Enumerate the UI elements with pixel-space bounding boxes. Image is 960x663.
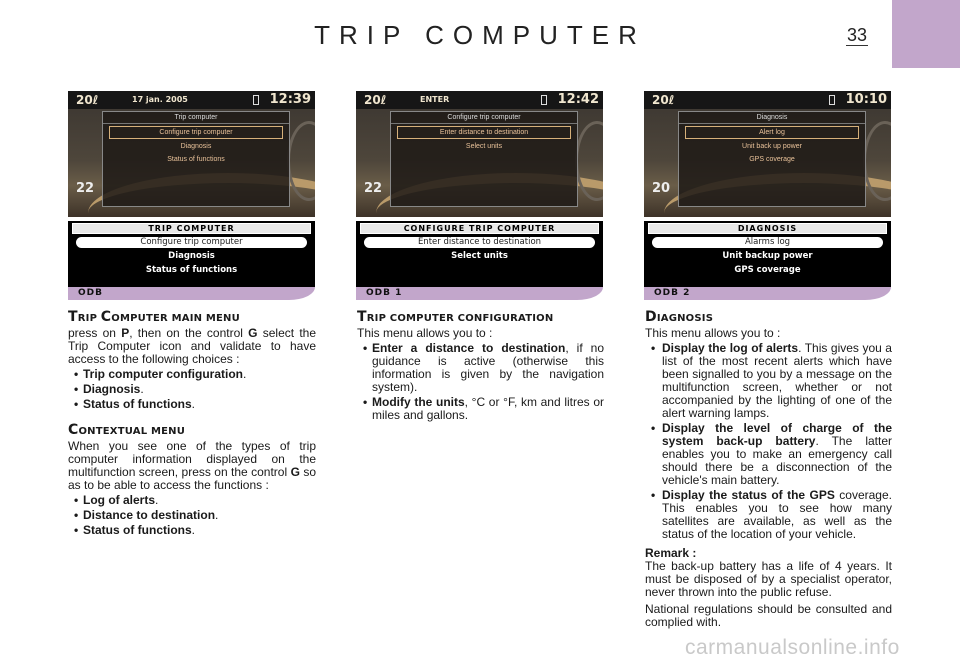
- side-number: 22: [76, 181, 95, 196]
- status-bar: [356, 91, 603, 109]
- column-configuration: [357, 311, 604, 424]
- screen-panel: [68, 91, 315, 300]
- diagnosis-intro: This menu allows you to :: [645, 326, 781, 340]
- screen-menu-item: GPS coverage: [734, 265, 801, 275]
- photo-menu: [102, 111, 290, 207]
- list-item: • Log of alerts.: [74, 494, 316, 507]
- screen-menu-item: Enter distance to destination: [364, 237, 595, 248]
- screen-photo: [68, 91, 315, 217]
- diagnosis-options: [651, 342, 892, 541]
- photo-menu-item: Configure trip computer: [109, 126, 283, 139]
- screen-menu-item: Select units: [451, 251, 508, 261]
- status-mid: ENTER: [420, 95, 450, 104]
- photo-menu: [678, 111, 866, 207]
- screen-menu-item: Status of functions: [145, 265, 238, 275]
- photo-menu-item: Enter distance to destination: [397, 126, 571, 139]
- photo-menu-item: Unit back up power: [742, 143, 802, 150]
- battery-icon: [541, 95, 547, 105]
- status-bar: [644, 91, 891, 109]
- heading-contextual-menu: CONTEXTUAL MENU: [68, 422, 186, 438]
- clock: 12:39: [269, 92, 311, 107]
- status-bar: [68, 91, 315, 109]
- screen-menu-item: Diagnosis: [168, 251, 215, 261]
- screen-menu-item: Alarms log: [652, 237, 883, 248]
- side-number: 22: [364, 181, 383, 196]
- screen-menu-item: Configure trip computer: [76, 237, 307, 248]
- screen-menu-item: Unit backup power: [722, 251, 813, 261]
- photo-menu-title: Configure trip computer: [391, 112, 577, 124]
- configuration-options: [363, 342, 604, 422]
- clock: 12:42: [557, 92, 599, 107]
- heading-configuration: TRIP COMPUTER CONFIGURATION: [357, 309, 554, 325]
- screen-photo: [356, 91, 603, 217]
- temperature: 20ℓ: [76, 93, 99, 107]
- odb-label: ODB 1: [366, 288, 403, 298]
- configuration-intro: This menu allows you to :: [357, 326, 493, 340]
- photo-menu-item: Select units: [465, 143, 503, 150]
- photo-menu-item: Alert log: [685, 126, 859, 139]
- odb-band: [644, 287, 891, 300]
- list-item: • Modify the units, °C or °F, km and litres or miles and gallons.: [363, 396, 604, 422]
- heading-main-menu: TRIP COMPUTER MAIN MENU: [68, 309, 240, 325]
- main-menu-choices: [74, 368, 316, 411]
- list-item: • Display the log of alerts. This gives you a list of the most recent alerts which have been signalled to you by a message on the multifunction screen, whether or not accompanied by the lighting of one of the alert warning lamps.: [651, 342, 892, 420]
- temperature: 20ℓ: [652, 93, 675, 107]
- screen-menu-title: CONFIGURE TRIP COMPUTER: [360, 223, 599, 234]
- list-item: • Status of functions.: [74, 524, 316, 537]
- photo-menu-title: Trip computer: [103, 112, 289, 124]
- remark-label: Remark :: [645, 546, 697, 560]
- photo-menu-item: GPS coverage: [749, 156, 795, 163]
- screen-menu: [356, 221, 603, 287]
- column-diagnosis: [645, 311, 892, 629]
- clock: 10:10: [845, 92, 887, 107]
- battery-icon: [253, 95, 259, 105]
- photo-menu-item: Status of functions: [167, 156, 225, 163]
- status-mid: 17 jan. 2005: [132, 95, 188, 104]
- odb-band: [356, 287, 603, 300]
- screen-panel: [356, 91, 603, 300]
- regulations-note: National regulations should be consulted and complied with.: [645, 602, 892, 629]
- screen-menu-title: DIAGNOSIS: [648, 223, 887, 234]
- temperature: 20ℓ: [364, 93, 387, 107]
- page-number: 33: [847, 25, 868, 45]
- photo-menu-item: Diagnosis: [180, 143, 212, 150]
- screen-panel: [644, 91, 891, 300]
- main-menu-intro: press on P, then on the control G select the Trip Computer icon and validate to have access to the following choices :: [68, 326, 317, 366]
- page-title: TRIP COMPUTER: [314, 20, 646, 50]
- photo-menu-title: Diagnosis: [679, 112, 865, 124]
- contextual-menu-intro: When you see one of the types of trip computer information displayed on the multifunction screen, press on the control G so as to be able to access the functions :: [68, 439, 316, 492]
- list-item: • Diagnosis.: [74, 383, 316, 396]
- odb-label: ODB 2: [654, 288, 691, 298]
- column-main-menu: [68, 311, 316, 539]
- odb-label: ODB: [78, 288, 103, 298]
- screen-menu: [644, 221, 891, 287]
- screen-photo: [644, 91, 891, 217]
- battery-icon: [829, 95, 835, 105]
- list-item: • Enter a distance to destination, if no guidance is active (otherwise this information is given by the navigation system).: [363, 342, 604, 394]
- list-item: • Status of functions.: [74, 398, 316, 411]
- list-item: • Display the status of the GPS coverage. This enables you to see how many satellites are available, as well as the status of the location of your vehicle.: [651, 489, 892, 541]
- contextual-menu-functions: [74, 494, 316, 537]
- photo-menu: [390, 111, 578, 207]
- list-item: • Display the level of charge of the system back-up battery. The latter enables you to make an emergency call should there be a disconnection of the vehicle's main battery.: [651, 422, 892, 487]
- screen-menu: [68, 221, 315, 287]
- remark-text: The back-up battery has a life of 4 years. It must be disposed of by a specialist operator, never thrown into the public refuse.: [645, 559, 892, 599]
- screen-menu-title: TRIP COMPUTER: [72, 223, 311, 234]
- side-number: 20: [652, 181, 671, 196]
- list-item: • Trip computer configuration.: [74, 368, 316, 381]
- heading-diagnosis: DIAGNOSIS: [645, 309, 714, 325]
- watermark: carmanualsonline.info: [685, 636, 900, 659]
- odb-band: [68, 287, 315, 300]
- list-item: • Distance to destination.: [74, 509, 316, 522]
